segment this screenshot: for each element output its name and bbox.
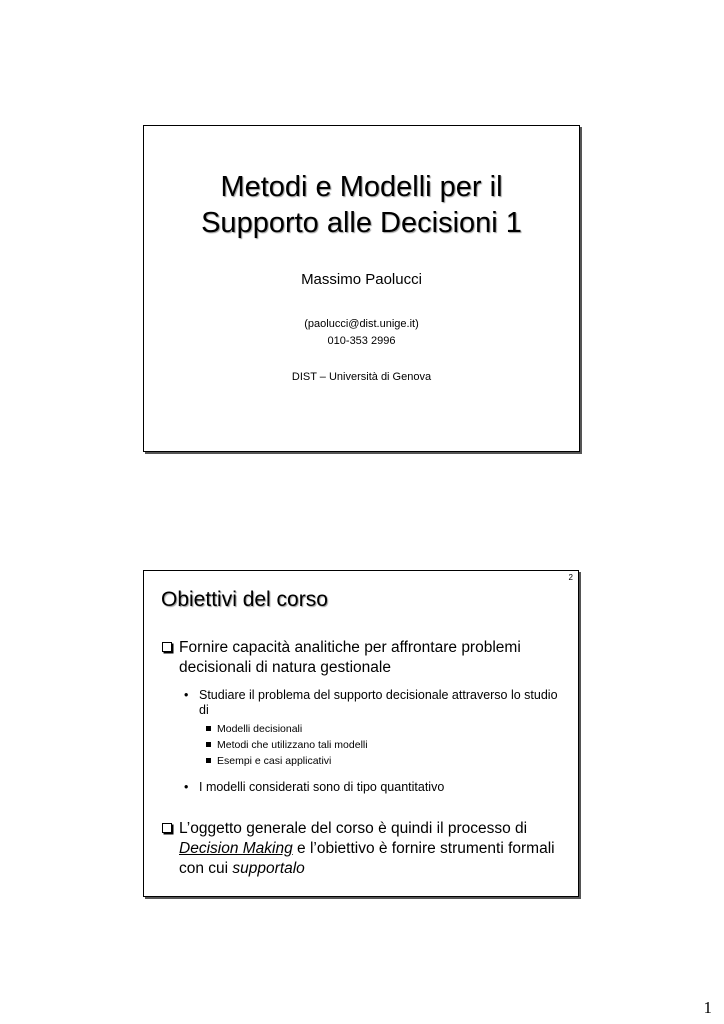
list-item: Esempi e casi applicativi — [206, 754, 331, 768]
sub-bullet-2 — [184, 780, 569, 795]
sub-bullet-1-text: Studiare il problema del supporto decisionale attraverso lo studio di — [199, 688, 558, 717]
author-phone: 010-353 2996 — [327, 335, 396, 347]
slide-number: 2 — [568, 573, 573, 582]
author-name: Massimo Paolucci — [301, 271, 422, 288]
square-bullet-icon — [206, 726, 211, 731]
supportalo-term: supportalo — [232, 860, 305, 877]
page-number: 1 — [703, 998, 712, 1017]
bullet-point-1-text: Fornire capacità analitiche per affrontare problemi decisionali di natura gestionale — [179, 639, 521, 676]
checkbox-bullet-icon — [162, 642, 172, 652]
list-item: Modelli decisionali — [206, 722, 302, 736]
checkbox-bullet-icon — [162, 823, 172, 833]
decision-making-term: Decision Making — [179, 840, 293, 857]
sub-bullet-1 — [184, 688, 569, 718]
title-line-2: Supporto alle Decisioni 1 — [201, 207, 522, 239]
objectives-slide — [143, 570, 579, 897]
author-email: (paolucci@dist.unige.it) — [304, 318, 419, 330]
title-slide — [143, 125, 580, 452]
slide-title: Obiettivi del corso — [161, 588, 328, 611]
dot-bullet-icon: • — [184, 688, 189, 702]
bullet-point-2: L’oggetto generale del corso è quindi il processo di Decision Making e l’obiettivo è fornire strumenti formali con cui supportalo — [162, 819, 567, 879]
institution: DIST – Università di Genova — [291, 371, 432, 383]
square-bullet-icon — [206, 758, 211, 763]
bullet-point-1 — [162, 638, 567, 678]
sub-bullet-2-text: I modelli considerati sono di tipo quantitativo — [199, 780, 445, 794]
dot-bullet-icon: • — [184, 780, 189, 794]
list-item: Metodi che utilizzano tali modelli — [206, 738, 368, 752]
title-line-1: Metodi e Modelli per il — [220, 171, 503, 203]
square-bullet-icon — [206, 742, 211, 747]
slide-title — [144, 169, 579, 241]
